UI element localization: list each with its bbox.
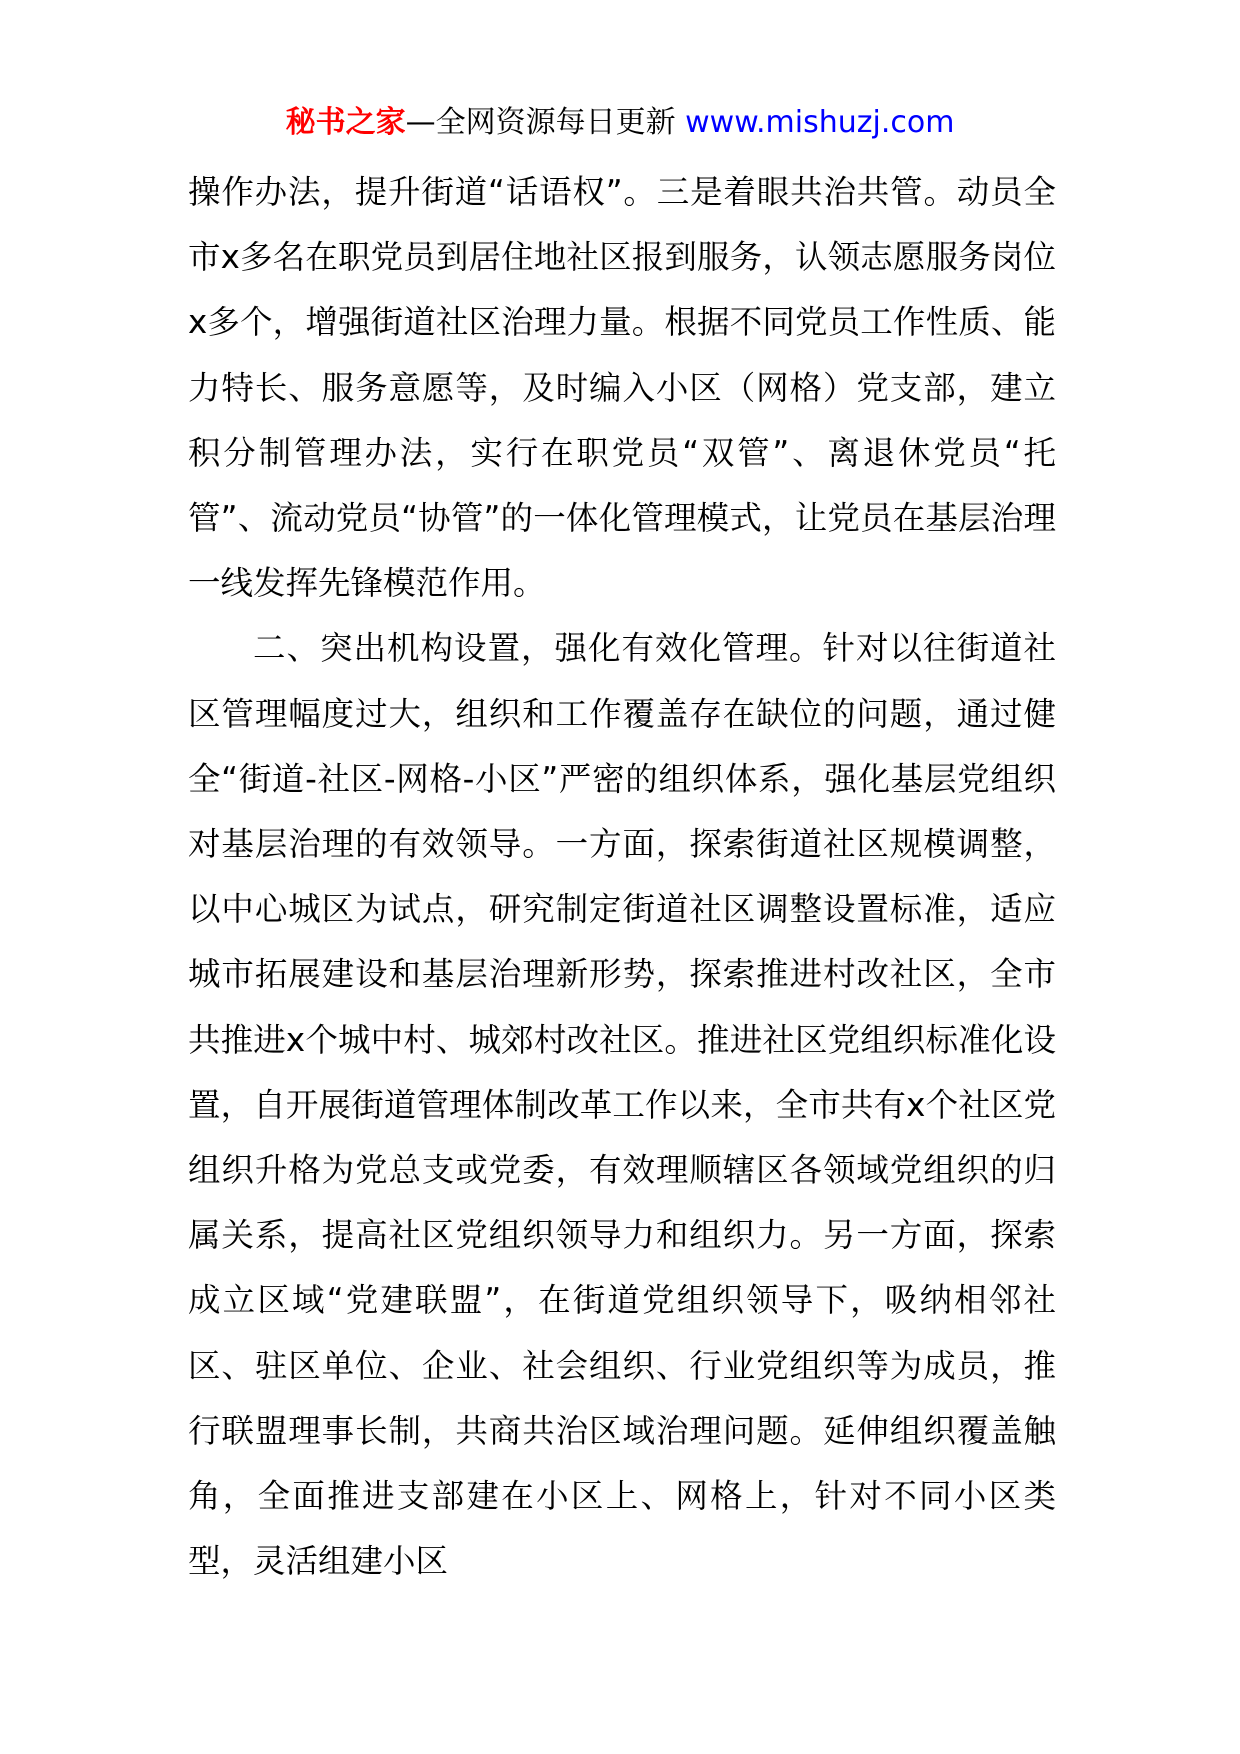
site-brand-name: 秘书之家 bbox=[285, 105, 406, 140]
paragraph-section-two: 二、突出机构设置，强化有效化管理。针对以往街道社区管理幅度过大，组织和工作覆盖存在缺位的问题，通过健全“街道-社区-网格-小区”严密的组织体系，强化基层党组织对基层治理的有效领导。一方面，探索街道社区规模调整，以中心城区为试点，研究制定街道社区调整设置标准，适应城市拓展建设和基层治理新形势，探索推进村改社区，全市共推进x个城中村、城郊村改社区。推进社区党组织标准化设置，自开展街道管理体制改革工作以来，全市共有x个社区党组织升格为党总支或党委，有效理顺辖区各领域党组织的归属关系，提高社区党组织领导力和组织力。另一方面，探索成立区域“党建联盟”，在街道党组织领导下，吸纳相邻社区、驻区单位、企业、社会组织、行业党组织等为成员，推行联盟理事长制，共商共治区域治理问题。延伸组织覆盖触角，全面推进支部建在小区上、网格上，针对不同小区类型，灵活组建小区 bbox=[188, 629, 1056, 1581]
paragraph-continued: 操作办法，提升街道“话语权”。三是着眼共治共管。动员全市x多名在职党员到居住地社区报到服务，认领志愿服务岗位x多个，增强街道社区治理力量。根据不同党员工作性质、能力特长、服务意愿等，及时编入小区（网格）党支部，建立积分制管理办法，实行在职党员“双管”、离退休党员“托管”、流动党员“协管”的一体化管理模式，让党员在基层治理一线发挥先锋模范作用。 bbox=[188, 173, 1056, 603]
document-body bbox=[188, 160, 1056, 1594]
site-url: www.mishuzj.com bbox=[685, 105, 955, 140]
site-watermark-header bbox=[0, 103, 1240, 143]
site-slogan: —全网资源每日更新 bbox=[405, 105, 686, 140]
